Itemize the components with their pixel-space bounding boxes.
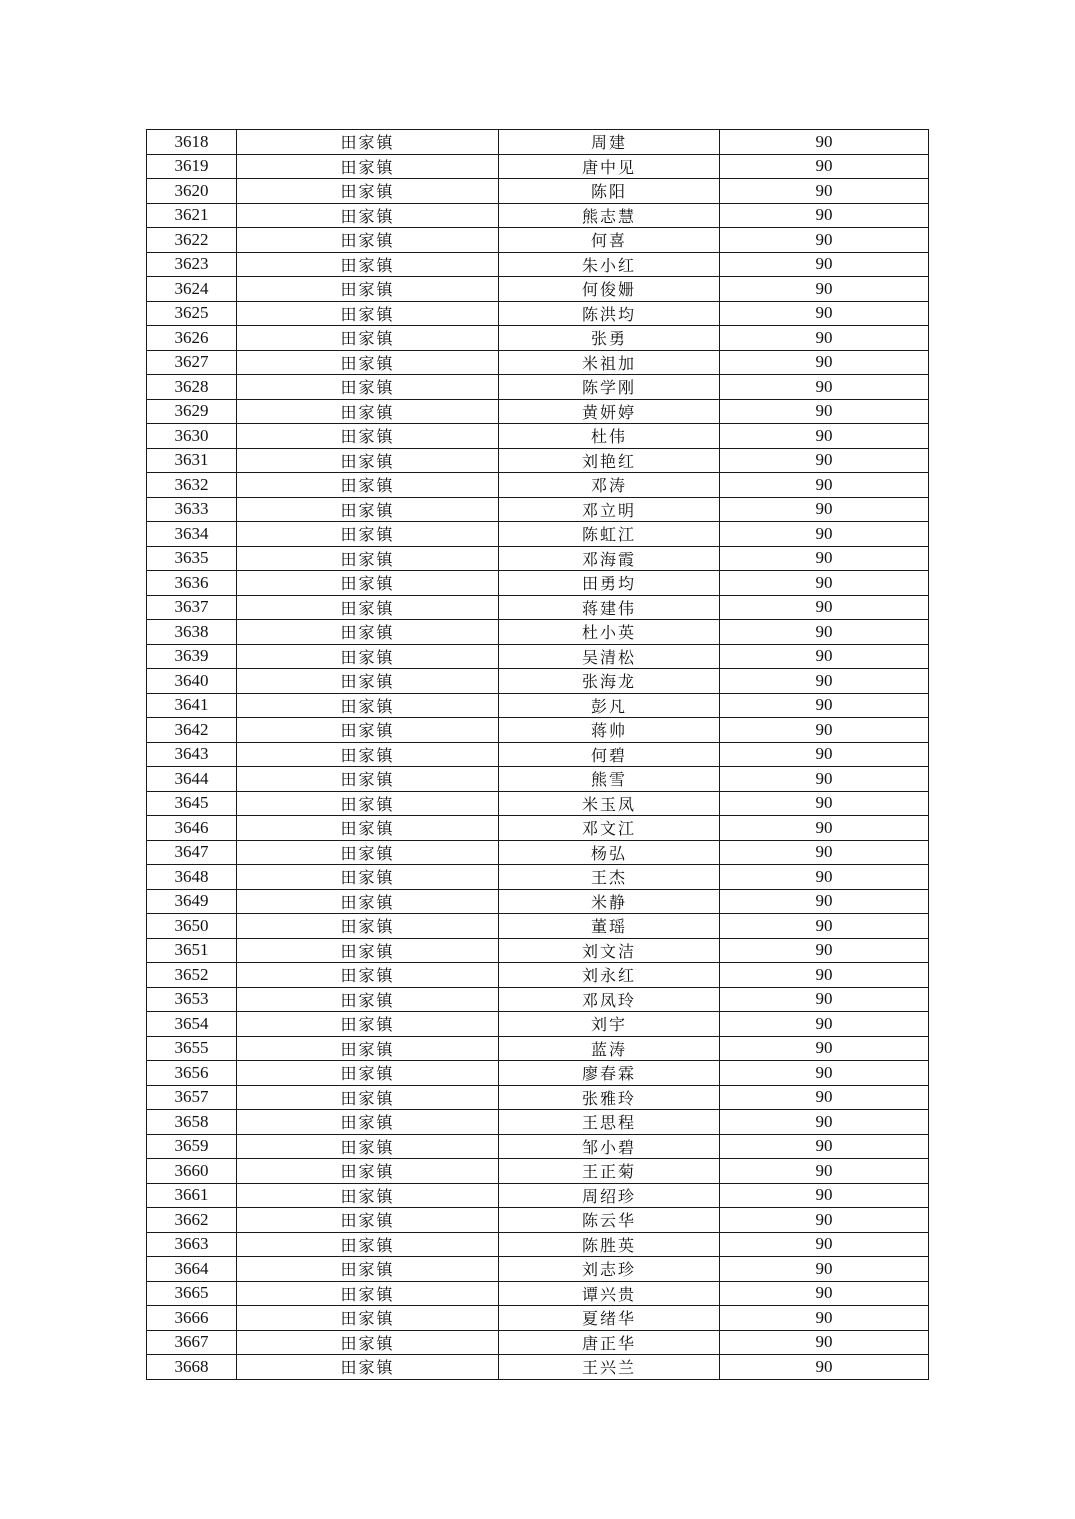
town-cell: 田家镇: [237, 595, 499, 620]
town-cell: 田家镇: [237, 277, 499, 302]
town-cell: 田家镇: [237, 1355, 499, 1380]
town-cell: 田家镇: [237, 889, 499, 914]
serial-number-cell: 3661: [147, 1183, 237, 1208]
table-row: [147, 1330, 929, 1355]
person-name-cell: 刘艳红: [499, 448, 720, 473]
person-name-cell: 蒋帅: [499, 718, 720, 743]
score-cell: 90: [720, 865, 929, 890]
town-cell: 田家镇: [237, 620, 499, 645]
person-name-cell: 何碧: [499, 742, 720, 767]
serial-number-cell: 3634: [147, 522, 237, 547]
score-cell: 90: [720, 987, 929, 1012]
person-name-cell: 陈学刚: [499, 375, 720, 400]
town-cell: 田家镇: [237, 1061, 499, 1086]
person-name-cell: 刘志珍: [499, 1257, 720, 1282]
score-cell: 90: [720, 889, 929, 914]
serial-number-cell: 3636: [147, 571, 237, 596]
serial-number-cell: 3640: [147, 669, 237, 694]
score-cell: 90: [720, 914, 929, 939]
town-cell: 田家镇: [237, 228, 499, 253]
person-name-cell: 邓凤玲: [499, 987, 720, 1012]
town-cell: 田家镇: [237, 448, 499, 473]
table-row: [147, 375, 929, 400]
town-cell: 田家镇: [237, 987, 499, 1012]
town-cell: 田家镇: [237, 865, 499, 890]
person-name-cell: 吴清松: [499, 644, 720, 669]
town-cell: 田家镇: [237, 424, 499, 449]
serial-number-cell: 3619: [147, 154, 237, 179]
person-name-cell: 唐正华: [499, 1330, 720, 1355]
roster-table-body: [147, 130, 929, 1380]
table-row: [147, 1085, 929, 1110]
table-row: [147, 693, 929, 718]
person-name-cell: 陈胜英: [499, 1232, 720, 1257]
table-row: [147, 277, 929, 302]
serial-number-cell: 3660: [147, 1159, 237, 1184]
town-cell: 田家镇: [237, 473, 499, 498]
table-row: [147, 252, 929, 277]
person-name-cell: 周绍珍: [499, 1183, 720, 1208]
table-row: [147, 497, 929, 522]
person-name-cell: 米祖加: [499, 350, 720, 375]
serial-number-cell: 3663: [147, 1232, 237, 1257]
person-name-cell: 邓涛: [499, 473, 720, 498]
person-name-cell: 何俊姗: [499, 277, 720, 302]
score-cell: 90: [720, 154, 929, 179]
table-row: [147, 963, 929, 988]
town-cell: 田家镇: [237, 252, 499, 277]
serial-number-cell: 3628: [147, 375, 237, 400]
score-cell: 90: [720, 938, 929, 963]
table-row: [147, 595, 929, 620]
serial-number-cell: 3662: [147, 1208, 237, 1233]
serial-number-cell: 3635: [147, 546, 237, 571]
serial-number-cell: 3643: [147, 742, 237, 767]
score-cell: 90: [720, 1208, 929, 1233]
score-cell: 90: [720, 1183, 929, 1208]
score-cell: 90: [720, 693, 929, 718]
person-name-cell: 杜伟: [499, 424, 720, 449]
score-cell: 90: [720, 1355, 929, 1380]
serial-number-cell: 3646: [147, 816, 237, 841]
table-row: [147, 571, 929, 596]
person-name-cell: 陈虹江: [499, 522, 720, 547]
serial-number-cell: 3622: [147, 228, 237, 253]
score-cell: 90: [720, 522, 929, 547]
serial-number-cell: 3657: [147, 1085, 237, 1110]
table-row: [147, 1355, 929, 1380]
town-cell: 田家镇: [237, 1306, 499, 1331]
table-row: [147, 1232, 929, 1257]
score-cell: 90: [720, 1085, 929, 1110]
table-row: [147, 1036, 929, 1061]
person-name-cell: 张海龙: [499, 669, 720, 694]
table-row: [147, 889, 929, 914]
serial-number-cell: 3656: [147, 1061, 237, 1086]
table-row: [147, 1257, 929, 1282]
score-cell: 90: [720, 473, 929, 498]
score-cell: 90: [720, 718, 929, 743]
table-row: [147, 620, 929, 645]
town-cell: 田家镇: [237, 1330, 499, 1355]
table-row: [147, 399, 929, 424]
table-row: [147, 1281, 929, 1306]
town-cell: 田家镇: [237, 1036, 499, 1061]
serial-number-cell: 3625: [147, 301, 237, 326]
serial-number-cell: 3659: [147, 1134, 237, 1159]
table-row: [147, 203, 929, 228]
person-name-cell: 唐中见: [499, 154, 720, 179]
score-cell: 90: [720, 1036, 929, 1061]
table-row: [147, 1061, 929, 1086]
table-row: [147, 840, 929, 865]
score-cell: 90: [720, 375, 929, 400]
person-name-cell: 杨弘: [499, 840, 720, 865]
town-cell: 田家镇: [237, 791, 499, 816]
table-row: [147, 914, 929, 939]
town-cell: 田家镇: [237, 522, 499, 547]
score-cell: 90: [720, 1061, 929, 1086]
score-cell: 90: [720, 424, 929, 449]
table-row: [147, 473, 929, 498]
person-name-cell: 杜小英: [499, 620, 720, 645]
town-cell: 田家镇: [237, 203, 499, 228]
score-cell: 90: [720, 1134, 929, 1159]
serial-number-cell: 3647: [147, 840, 237, 865]
serial-number-cell: 3665: [147, 1281, 237, 1306]
serial-number-cell: 3653: [147, 987, 237, 1012]
serial-number-cell: 3641: [147, 693, 237, 718]
person-name-cell: 夏绪华: [499, 1306, 720, 1331]
score-cell: 90: [720, 301, 929, 326]
town-cell: 田家镇: [237, 301, 499, 326]
serial-number-cell: 3666: [147, 1306, 237, 1331]
person-name-cell: 董瑶: [499, 914, 720, 939]
town-cell: 田家镇: [237, 1134, 499, 1159]
table-row: [147, 228, 929, 253]
table-row: [147, 718, 929, 743]
serial-number-cell: 3637: [147, 595, 237, 620]
score-cell: 90: [720, 1110, 929, 1135]
town-cell: 田家镇: [237, 938, 499, 963]
score-cell: 90: [720, 1257, 929, 1282]
score-cell: 90: [720, 1330, 929, 1355]
serial-number-cell: 3644: [147, 767, 237, 792]
score-cell: 90: [720, 350, 929, 375]
town-cell: 田家镇: [237, 1110, 499, 1135]
town-cell: 田家镇: [237, 669, 499, 694]
person-name-cell: 熊雪: [499, 767, 720, 792]
table-row: [147, 644, 929, 669]
town-cell: 田家镇: [237, 742, 499, 767]
table-row: [147, 742, 929, 767]
table-row: [147, 546, 929, 571]
person-name-cell: 彭凡: [499, 693, 720, 718]
table-row: [147, 1012, 929, 1037]
serial-number-cell: 3632: [147, 473, 237, 498]
serial-number-cell: 3667: [147, 1330, 237, 1355]
score-cell: 90: [720, 767, 929, 792]
person-name-cell: 王思程: [499, 1110, 720, 1135]
serial-number-cell: 3639: [147, 644, 237, 669]
town-cell: 田家镇: [237, 718, 499, 743]
serial-number-cell: 3618: [147, 130, 237, 155]
person-name-cell: 王杰: [499, 865, 720, 890]
serial-number-cell: 3652: [147, 963, 237, 988]
town-cell: 田家镇: [237, 326, 499, 351]
person-name-cell: 邓立明: [499, 497, 720, 522]
table-row: [147, 448, 929, 473]
score-cell: 90: [720, 791, 929, 816]
person-name-cell: 蒋建伟: [499, 595, 720, 620]
serial-number-cell: 3651: [147, 938, 237, 963]
serial-number-cell: 3642: [147, 718, 237, 743]
serial-number-cell: 3629: [147, 399, 237, 424]
score-cell: 90: [720, 277, 929, 302]
score-cell: 90: [720, 1306, 929, 1331]
serial-number-cell: 3648: [147, 865, 237, 890]
serial-number-cell: 3649: [147, 889, 237, 914]
table-row: [147, 130, 929, 155]
town-cell: 田家镇: [237, 1232, 499, 1257]
score-cell: 90: [720, 571, 929, 596]
town-cell: 田家镇: [237, 179, 499, 204]
score-cell: 90: [720, 669, 929, 694]
person-name-cell: 刘永红: [499, 963, 720, 988]
table-row: [147, 424, 929, 449]
table-row: [147, 1208, 929, 1233]
serial-number-cell: 3664: [147, 1257, 237, 1282]
table-row: [147, 938, 929, 963]
table-row: [147, 767, 929, 792]
serial-number-cell: 3631: [147, 448, 237, 473]
serial-number-cell: 3650: [147, 914, 237, 939]
person-name-cell: 米静: [499, 889, 720, 914]
score-cell: 90: [720, 546, 929, 571]
table-row: [147, 1159, 929, 1184]
serial-number-cell: 3645: [147, 791, 237, 816]
score-cell: 90: [720, 816, 929, 841]
table-row: [147, 987, 929, 1012]
score-cell: 90: [720, 620, 929, 645]
score-cell: 90: [720, 448, 929, 473]
town-cell: 田家镇: [237, 1085, 499, 1110]
serial-number-cell: 3668: [147, 1355, 237, 1380]
serial-number-cell: 3620: [147, 179, 237, 204]
serial-number-cell: 3623: [147, 252, 237, 277]
serial-number-cell: 3626: [147, 326, 237, 351]
table-row: [147, 865, 929, 890]
score-cell: 90: [720, 1232, 929, 1257]
serial-number-cell: 3621: [147, 203, 237, 228]
town-cell: 田家镇: [237, 130, 499, 155]
person-name-cell: 邓海霞: [499, 546, 720, 571]
score-cell: 90: [720, 742, 929, 767]
person-name-cell: 王兴兰: [499, 1355, 720, 1380]
person-name-cell: 陈阳: [499, 179, 720, 204]
score-cell: 90: [720, 179, 929, 204]
table-row: [147, 1183, 929, 1208]
town-cell: 田家镇: [237, 1012, 499, 1037]
table-row: [147, 1110, 929, 1135]
score-cell: 90: [720, 963, 929, 988]
person-name-cell: 田勇均: [499, 571, 720, 596]
serial-number-cell: 3654: [147, 1012, 237, 1037]
score-cell: 90: [720, 130, 929, 155]
serial-number-cell: 3658: [147, 1110, 237, 1135]
table-row: [147, 522, 929, 547]
score-cell: 90: [720, 840, 929, 865]
town-cell: 田家镇: [237, 375, 499, 400]
serial-number-cell: 3624: [147, 277, 237, 302]
table-row: [147, 154, 929, 179]
score-cell: 90: [720, 497, 929, 522]
table-row: [147, 1306, 929, 1331]
town-cell: 田家镇: [237, 571, 499, 596]
town-cell: 田家镇: [237, 546, 499, 571]
person-name-cell: 米玉凤: [499, 791, 720, 816]
person-name-cell: 黄妍婷: [499, 399, 720, 424]
person-name-cell: 廖春霖: [499, 1061, 720, 1086]
town-cell: 田家镇: [237, 767, 499, 792]
score-cell: 90: [720, 228, 929, 253]
town-cell: 田家镇: [237, 1257, 499, 1282]
score-cell: 90: [720, 1159, 929, 1184]
person-name-cell: 熊志慧: [499, 203, 720, 228]
town-cell: 田家镇: [237, 1208, 499, 1233]
roster-table: [146, 129, 929, 1380]
person-name-cell: 刘文洁: [499, 938, 720, 963]
town-cell: 田家镇: [237, 497, 499, 522]
town-cell: 田家镇: [237, 644, 499, 669]
town-cell: 田家镇: [237, 816, 499, 841]
town-cell: 田家镇: [237, 1281, 499, 1306]
person-name-cell: 张勇: [499, 326, 720, 351]
town-cell: 田家镇: [237, 914, 499, 939]
serial-number-cell: 3633: [147, 497, 237, 522]
score-cell: 90: [720, 595, 929, 620]
score-cell: 90: [720, 644, 929, 669]
table-row: [147, 791, 929, 816]
town-cell: 田家镇: [237, 350, 499, 375]
table-row: [147, 1134, 929, 1159]
table-row: [147, 179, 929, 204]
person-name-cell: 陈洪均: [499, 301, 720, 326]
score-cell: 90: [720, 1281, 929, 1306]
person-name-cell: 何喜: [499, 228, 720, 253]
serial-number-cell: 3630: [147, 424, 237, 449]
score-cell: 90: [720, 203, 929, 228]
person-name-cell: 谭兴贵: [499, 1281, 720, 1306]
table-row: [147, 326, 929, 351]
table-row: [147, 301, 929, 326]
town-cell: 田家镇: [237, 693, 499, 718]
score-cell: 90: [720, 326, 929, 351]
serial-number-cell: 3655: [147, 1036, 237, 1061]
person-name-cell: 周建: [499, 130, 720, 155]
person-name-cell: 王正菊: [499, 1159, 720, 1184]
person-name-cell: 蓝涛: [499, 1036, 720, 1061]
town-cell: 田家镇: [237, 154, 499, 179]
score-cell: 90: [720, 1012, 929, 1037]
town-cell: 田家镇: [237, 963, 499, 988]
table-row: [147, 350, 929, 375]
person-name-cell: 张雅玲: [499, 1085, 720, 1110]
table-row: [147, 816, 929, 841]
serial-number-cell: 3627: [147, 350, 237, 375]
town-cell: 田家镇: [237, 1183, 499, 1208]
town-cell: 田家镇: [237, 1159, 499, 1184]
score-cell: 90: [720, 399, 929, 424]
town-cell: 田家镇: [237, 399, 499, 424]
score-cell: 90: [720, 252, 929, 277]
person-name-cell: 朱小红: [499, 252, 720, 277]
person-name-cell: 陈云华: [499, 1208, 720, 1233]
person-name-cell: 邹小碧: [499, 1134, 720, 1159]
person-name-cell: 邓文江: [499, 816, 720, 841]
table-row: [147, 669, 929, 694]
person-name-cell: 刘宇: [499, 1012, 720, 1037]
serial-number-cell: 3638: [147, 620, 237, 645]
town-cell: 田家镇: [237, 840, 499, 865]
